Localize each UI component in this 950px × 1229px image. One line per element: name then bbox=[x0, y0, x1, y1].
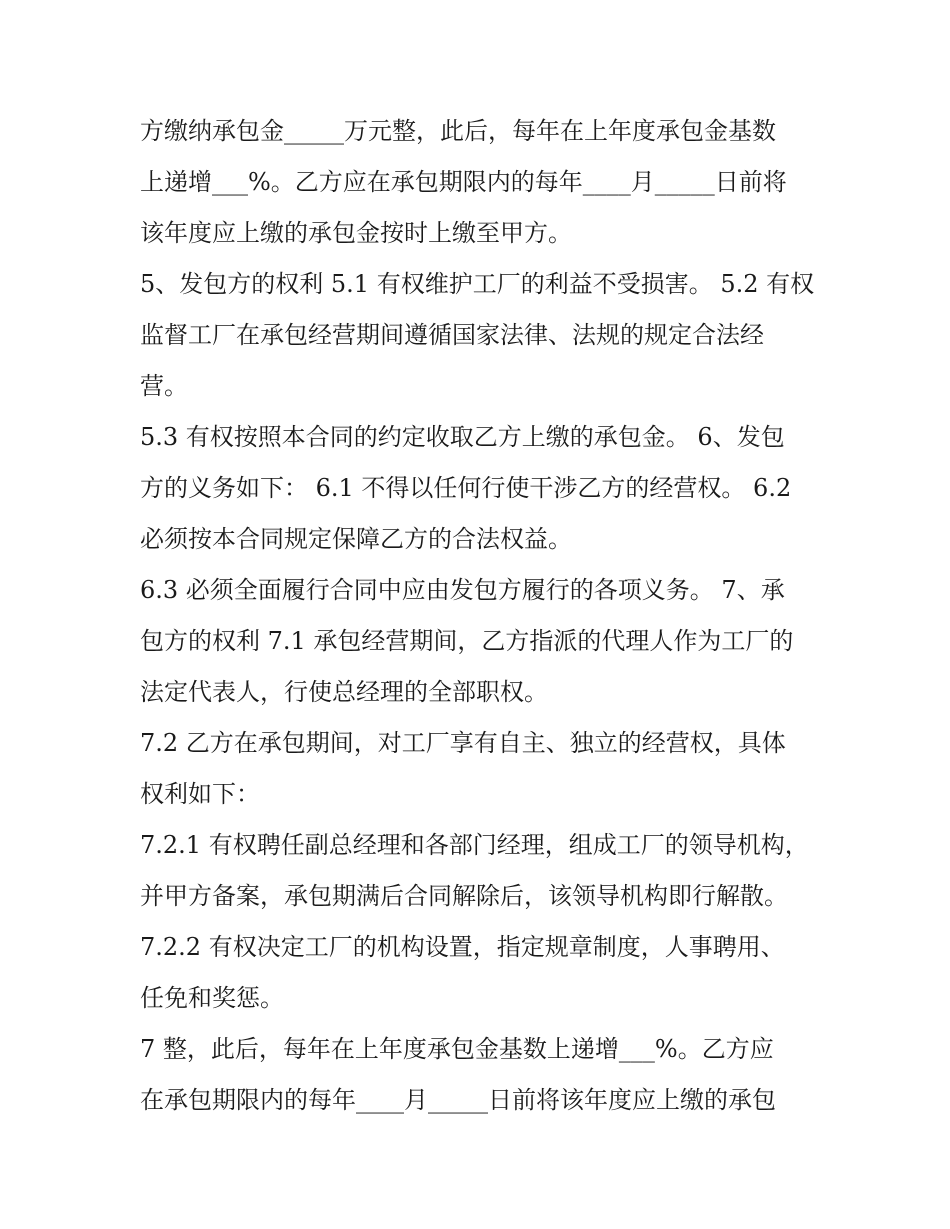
text-line: 6.3 必须全面履行合同中应由发包方履行的各项义务。 7、承 bbox=[140, 576, 785, 604]
text-line: 7.2 乙方在承包期间，对工厂享有自主、独立的经营权，具体 bbox=[140, 729, 786, 757]
text-line: 方的义务如下： 6.1 不得以任何行使干涉乙方的经营权。 6.2 bbox=[140, 474, 792, 502]
text-line: 7.2.1 有权聘任副总经理和各部门经理，组成工厂的领导机构， bbox=[140, 831, 809, 859]
text-line: 7.2.2 有权决定工厂的机构设置，指定规章制度，人事聘用、 bbox=[140, 933, 785, 961]
text-line: 5、发包方的权利 5.1 有权维护工厂的利益不受损害。 5.2 有权 bbox=[140, 270, 815, 298]
text-line: 营。 bbox=[140, 372, 188, 400]
text-line: 必须按本合同规定保障乙方的合法权益。 bbox=[140, 525, 572, 553]
text-line: 5.3 有权按照本合同的约定收取乙方上缴的承包金。 6、发包 bbox=[140, 423, 785, 451]
text-line: 在承包期限内的每年____月_____日前将该年度应上缴的承包 bbox=[140, 1086, 776, 1114]
text-line: 7 整，此后，每年在上年度承包金基数上递增___%。乙方应 bbox=[140, 1035, 774, 1063]
text-line: 法定代表人，行使总经理的全部职权。 bbox=[140, 678, 548, 706]
text-line: 包方的权利 7.1 承包经营期间，乙方指派的代理人作为工厂的 bbox=[140, 627, 794, 655]
text-line: 任免和奖惩。 bbox=[140, 984, 284, 1012]
text-line: 监督工厂在承包经营期间遵循国家法律、法规的规定合法经 bbox=[140, 321, 764, 349]
text-line: 并甲方备案，承包期满后合同解除后，该领导机构即行解散。 bbox=[140, 882, 788, 910]
text-line: 上递增___%。乙方应在承包期限内的每年____月_____日前将 bbox=[140, 168, 787, 196]
text-line: 该年度应上缴的承包金按时上缴至甲方。 bbox=[140, 219, 572, 247]
contract-text bbox=[140, 106, 820, 1126]
text-line: 方缴纳承包金_____万元整，此后，每年在上年度承包金基数 bbox=[140, 117, 776, 145]
text-line: 权利如下： bbox=[140, 780, 260, 808]
